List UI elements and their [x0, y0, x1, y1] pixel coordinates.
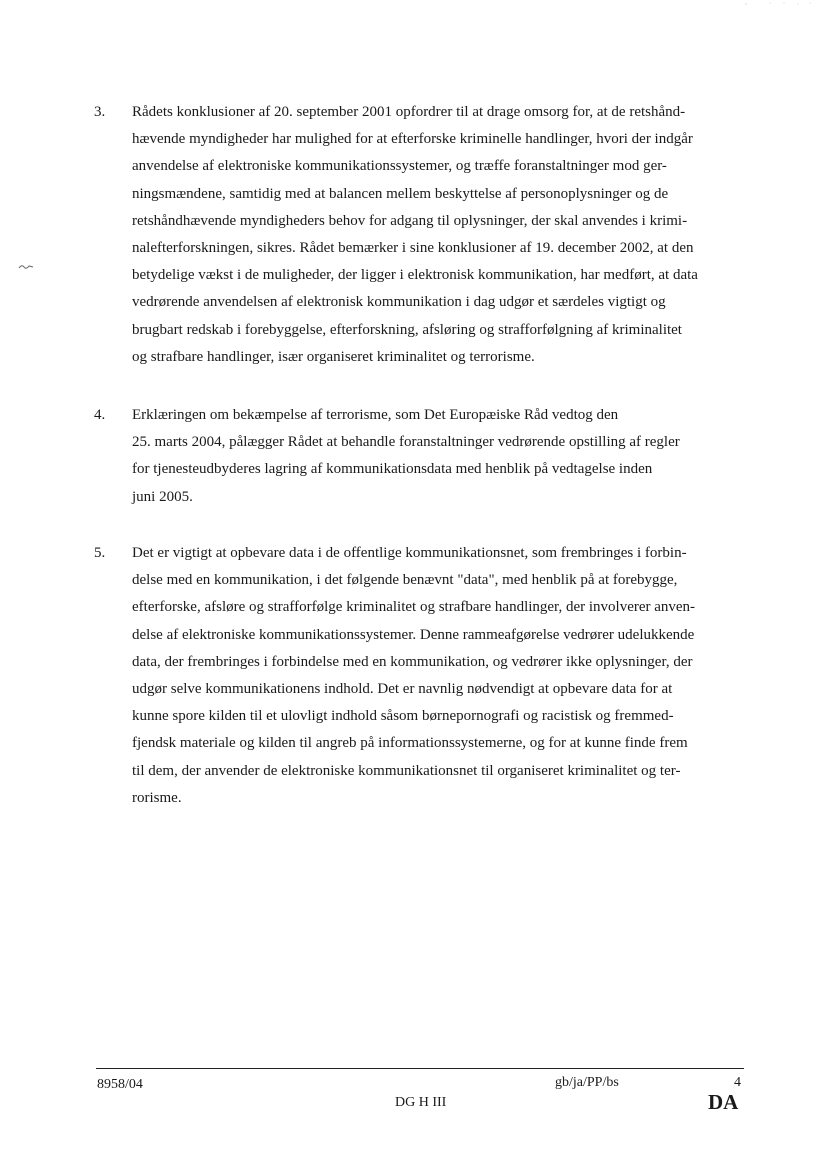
text-line: Erklæringen om bekæmpelse af terrorisme, som Det Europæiske Råd vedtog den	[132, 407, 619, 423]
text-line: Rådets konklusioner af 20. september 2001 opfordrer til at drage omsorg for, at de retshånd-	[132, 104, 686, 120]
footer-directorate: DG H III	[395, 1095, 447, 1110]
scan-artifact-margin	[18, 262, 34, 272]
footer-language-code: DA	[708, 1090, 739, 1114]
footer-initials: gb/ja/PP/bs	[555, 1075, 619, 1090]
paragraph-number: 5.	[94, 545, 106, 561]
text-line: vedrørende anvendelsen af elektronisk kommunikation i dag udgør et særdeles vigtigt og	[132, 294, 666, 311]
text-line: anvendelse af elektroniske kommunikationssystemer, og træffe foranstaltninger mod ger-	[132, 158, 667, 175]
text-line: betydelige vækst i de muligheder, der ligger i elektronisk kommunikation, har medført, at data	[132, 267, 698, 284]
scan-artifact-top	[740, 0, 820, 8]
text-line: og strafbare handlinger, især organiseret kriminalitet og terrorisme.	[132, 348, 535, 365]
text-line: 25. marts 2004, pålægger Rådet at behandle foranstaltninger vedrørende opstilling af regler	[132, 434, 680, 451]
footer-divider	[96, 1068, 744, 1069]
footer-page-number: 4	[734, 1075, 741, 1090]
paragraph-number: 3.	[94, 104, 106, 120]
text-line: juni 2005.	[132, 488, 193, 505]
text-line: efterforske, afsløre og strafforfølge kriminalitet og strafbare handlinger, der involverer anven-	[132, 599, 696, 616]
text-line: udgør selve kommunikationens indhold. Det er navnlig nødvendigt at opbevare data for at	[132, 681, 673, 698]
text-line: for tjenesteudbyderes lagring af kommunikationsdata med henblik på vedtagelse inden	[132, 461, 653, 478]
paragraph-text	[132, 540, 754, 812]
text-line: hævende myndigheder har mulighed for at efterforske kriminelle handlinger, hvori der indgår	[132, 131, 693, 148]
text-line: rorisme.	[132, 789, 182, 806]
paragraph-text	[132, 99, 754, 371]
paragraph-text	[132, 402, 754, 511]
text-line: delse med en kommunikation, i det følgende benævnt "data", med henblik på at forebygge,	[132, 572, 678, 589]
text-line: kunne spore kilden til et ulovligt indhold såsom børnepornografi og racistisk og fremmed-	[132, 708, 674, 725]
text-line: data, der frembringes i forbindelse med en kommunikation, og vedrører ikke oplysninger, der	[132, 653, 693, 670]
text-line: Det er vigtigt at opbevare data i de offentlige kommunikationsnet, som frembringes i forbin-	[132, 545, 687, 561]
paragraph-number: 4.	[94, 407, 106, 423]
text-line: ningsmændene, samtidig med at balancen mellem beskyttelse af personoplysninger og de	[132, 185, 669, 202]
footer-document-number: 8958/04	[97, 1077, 143, 1092]
text-line: delse af elektroniske kommunikationssystemer. Denne rammeafgørelse vedrører udelukkende	[132, 626, 695, 643]
text-line: brugbart redskab i forebyggelse, efterforskning, afsløring og strafforfølgning af kriminalitet	[132, 321, 682, 338]
text-line: til dem, der anvender de elektroniske kommunikationsnet til organiseret kriminalitet og ter-	[132, 762, 681, 779]
text-line: retshåndhævende myndigheders behov for adgang til oplysninger, der skal anvendes i krimi-	[132, 212, 688, 229]
text-line: nalefterforskningen, sikres. Rådet bemærker i sine konklusioner af 19. december 2002, at den	[132, 240, 694, 257]
text-line: fjendsk materiale og kilden til angreb på informationssystemerne, og for at kunne finde frem	[132, 735, 688, 752]
